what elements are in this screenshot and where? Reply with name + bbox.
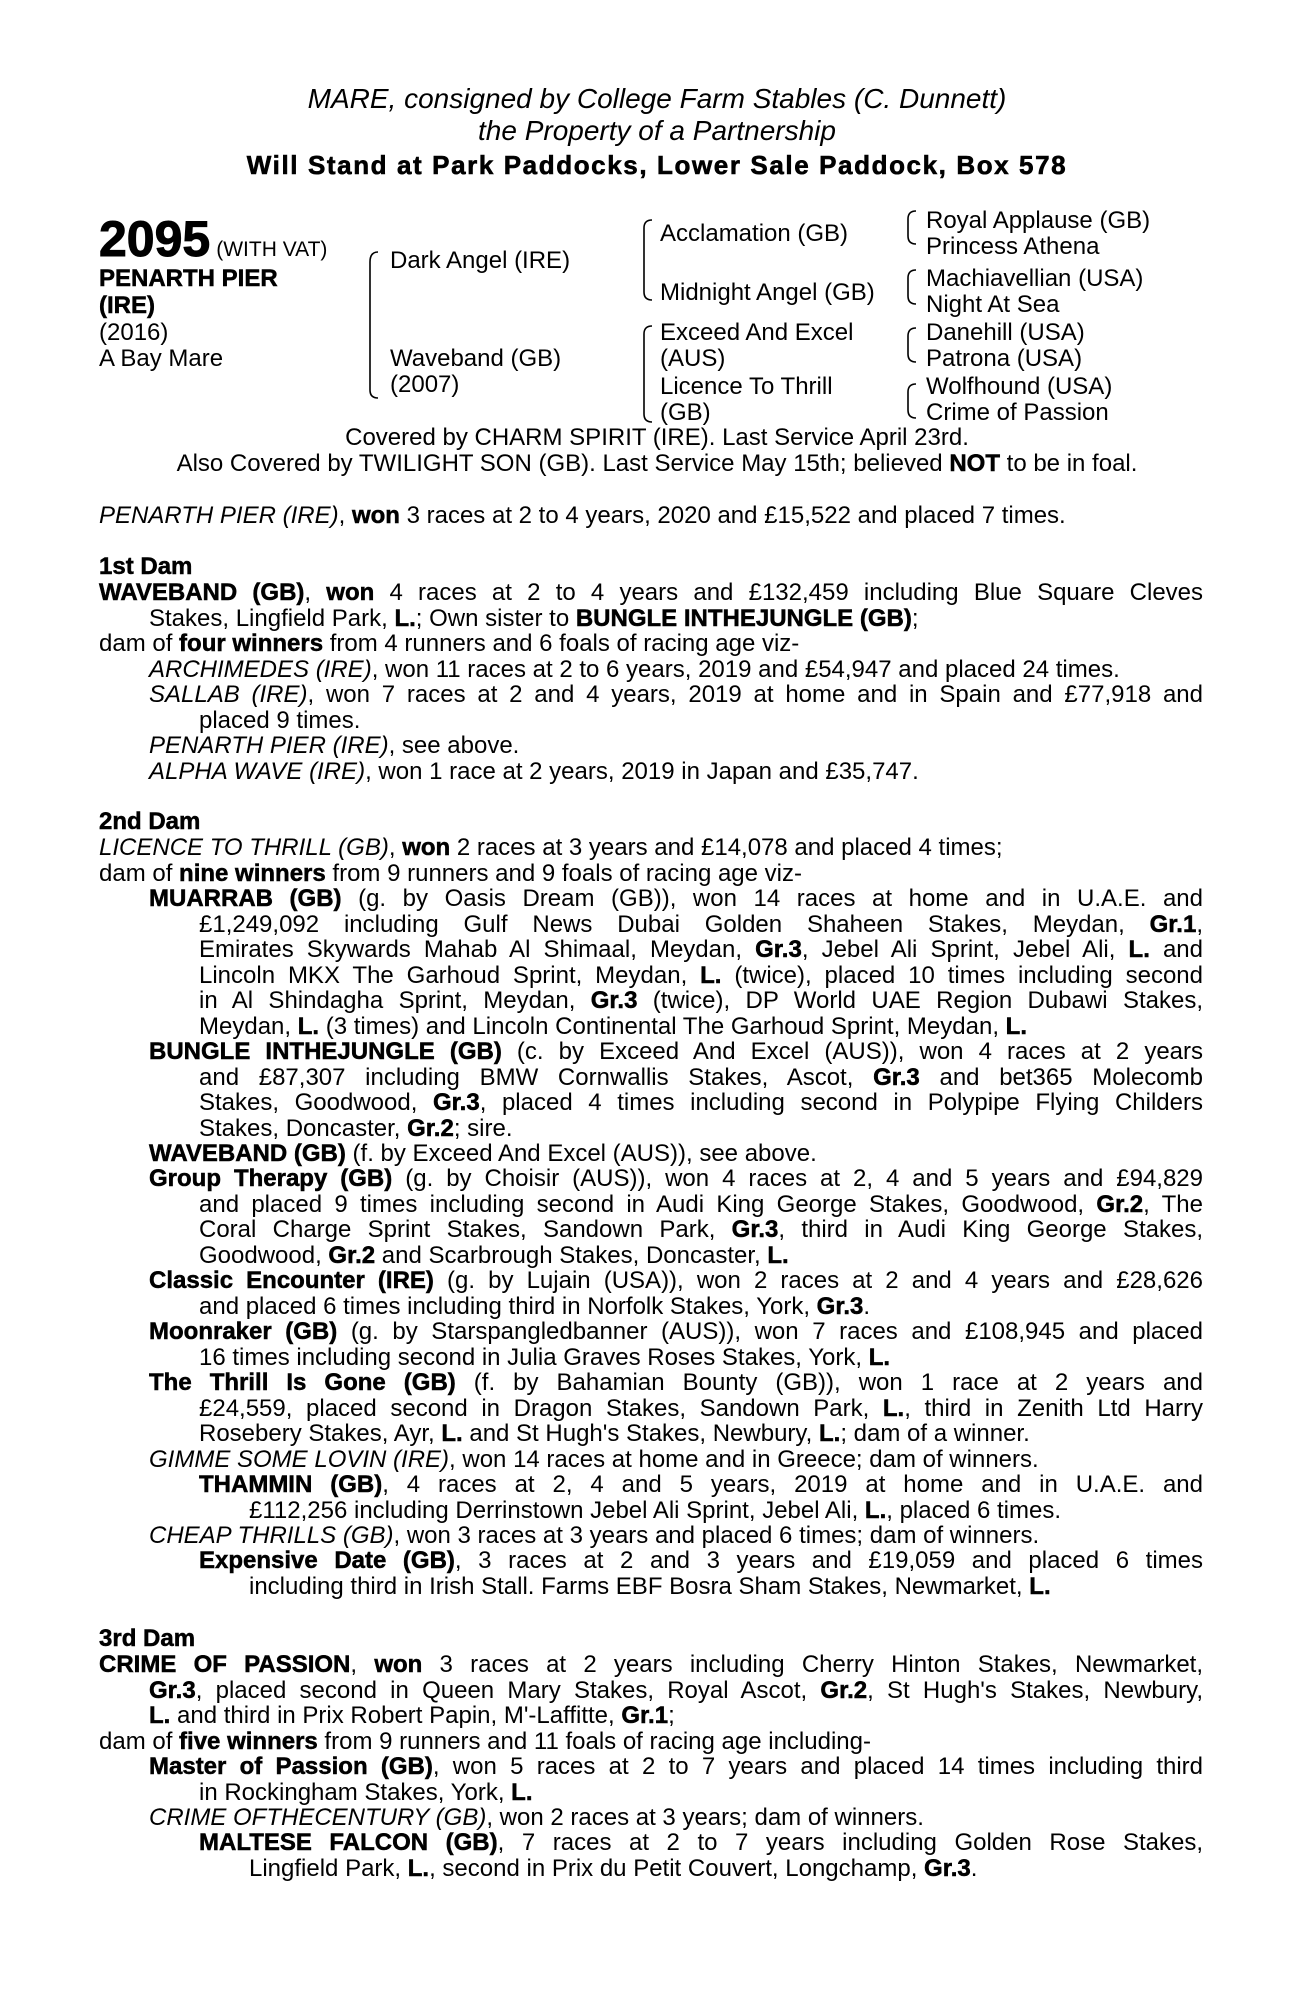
pedigree-dam-dam-line2: (GB) — [660, 399, 711, 426]
dam3-block: CRIME OF PASSION, won 3 races at 2 years including Cherry Hinton Stakes, Newmarket, Gr.3, placed second in Queen Mary Stakes, Royal Ascot, Gr.2, St Hugh's Stakes, Newbury, L. and third in Prix Robert Papin, M'-Laffitte, Gr.1; dam of five winners from 9 runners and 11 foals of racing age including- — [99, 1651, 1203, 1755]
pedigree-ds-sire: Danehill (USA) — [926, 319, 1085, 346]
pedigree-sire: Dark Angel (IRE) — [390, 247, 571, 274]
dam2-group-therapy: Group Therapy (GB) (g. by Choisir (AUS)), won 4 races at 2, 4 and 5 years and £94,829 and placed 9 times including second in Audi King George Stakes, Goodwood, Gr.2, The Coral Charge Sprint Stakes, Sandown Park, Gr.3, third in Audi King George Stakes, Goodwood, Gr.2 and Scarbrough Stakes, Doncaster, L. — [149, 1165, 1204, 1269]
pedigree-dam: Waveband (GB) — [390, 345, 562, 372]
summary-record: 3 races at 2 to 4 years, 2020 and £15,522 and placed 7 times. — [399, 502, 1066, 529]
dam3-master-of-passion: Master of Passion (GB), won 5 races at 2 to 7 years and placed 14 times including third in Rockingham Stakes, York, L. — [149, 1753, 1204, 1806]
brace-sire — [644, 220, 652, 300]
pedigree-dam-dam-line1: Licence To Thrill — [660, 373, 833, 400]
horse-description: A Bay Mare — [99, 345, 224, 372]
covered-not: NOT — [949, 450, 1000, 477]
dam2-classic-encounter: Classic Encounter (IRE) (g. by Lujain (USA)), won 2 races at 2 and 4 years and £28,626 and placed 6 times including third in Norfolk Stakes, York, Gr.3. — [149, 1267, 1203, 1320]
header-consignor: MARE, consigned by College Farm Stables (C. Dunnett) — [307, 83, 1007, 114]
dam2-thammin: THAMMIN (GB), 4 races at 2, 4 and 5 years, 2019 at home and in U.A.E. and £112,256 including Derrinstown Jebel Ali Sprint, Jebel Ali, L., placed 6 times. — [199, 1471, 1203, 1524]
pedigree-dam-sire-line1: Exceed And Excel — [660, 319, 854, 346]
brace-sd — [908, 270, 916, 304]
dam2-cheap-thrills: CHEAP THRILLS (GB), won 3 races at 3 years and placed 6 times; dam of winners. — [149, 1522, 1040, 1549]
dam1-progeny-2: SALLAB (IRE), won 7 races at 2 and 4 years, 2019 at home and in Spain and £77,918 and placed 9 times. — [149, 681, 1203, 734]
horse-year: (2016) — [99, 319, 169, 346]
horse-name-line2: (IRE) — [99, 292, 155, 319]
pedigree-ds-dam: Patrona (USA) — [926, 345, 1083, 372]
pedigree-dam-year: (2007) — [390, 371, 460, 398]
summary-sep: , — [338, 502, 352, 529]
summary-line — [99, 503, 1066, 529]
pedigree-sd-sire: Machiavellian (USA) — [926, 265, 1144, 292]
brace-ss — [908, 211, 916, 244]
brace-dam — [644, 326, 652, 422]
dam3-crime-ofthecentury: CRIME OFTHECENTURY (GB), won 2 races at 3 years; dam of winners. — [149, 1804, 924, 1831]
pedigree-dd-sire: Wolfhound (USA) — [926, 373, 1113, 400]
brace-dd — [908, 384, 916, 418]
dam2-bungle: BUNGLE INTHEJUNGLE (GB) (c. by Exceed And Excel (AUS)), won 4 races at 2 years and £87,307 including BMW Cornwallis Stakes, Ascot, Gr.3 and bet365 Molecomb Stakes, Goodwood, Gr.3, placed 4 times including second in Polypipe Flying Childers Stakes, Doncaster, Gr.2; sire. — [149, 1038, 1204, 1142]
dam1-heading: 1st Dam — [99, 553, 193, 580]
dam3-maltese-falcon: MALTESE FALCON (GB), 7 races at 2 to 7 years including Golden Rose Stakes, Lingfield Park, L., second in Prix du Petit Couvert, Longchamp, Gr.3. — [199, 1829, 1204, 1882]
header-location: Will Stand at Park Paddocks, Lower Sale Paddock, Box 578 — [246, 150, 1068, 180]
pedigree-sd-dam: Night At Sea — [926, 291, 1060, 318]
pedigree-dd-dam: Crime of Passion — [926, 399, 1109, 426]
covered-line2 — [0, 451, 1314, 477]
covered-line1: Covered by CHARM SPIRIT (IRE). Last Service April 23rd. — [345, 424, 969, 451]
horse-name-line1: PENARTH PIER — [99, 265, 278, 292]
lot-number: 2095 — [99, 211, 211, 267]
pedigree-dam-sire-line2: (AUS) — [660, 345, 726, 372]
pedigree-ss-sire: Royal Applause (GB) — [926, 207, 1151, 234]
dam1-progeny-3: PENARTH PIER (IRE), see above. — [149, 732, 520, 759]
dam2-moonraker: Moonraker (GB) (g. by Starspangledbanner (AUS)), won 7 races and £108,945 and placed 16 times including second in Julia Graves Roses Stakes, York, L. — [149, 1318, 1203, 1371]
dam2-gimme-some-lovin: GIMME SOME LOVIN (IRE), won 14 races at home and in Greece; dam of winners. — [149, 1446, 1039, 1473]
dam3-heading: 3rd Dam — [99, 1625, 196, 1652]
covered-text: Also Covered by TWILIGHT SON (GB). Last Service May 15th; believed — [176, 450, 950, 477]
summary-won: won — [351, 502, 400, 529]
brace-ds — [908, 328, 916, 362]
dam1-block: WAVEBAND (GB), won 4 races at 2 to 4 years and £132,459 including Blue Square Cleves Stakes, Lingfield Park, L.; Own sister to BUNGLE INTHEJUNGLE (GB); dam of four winners from 4 runners and 6 foals of racing age viz- — [99, 579, 1204, 657]
brace-main — [370, 252, 378, 398]
pedigree-sire-dam: Midnight Angel (GB) — [660, 279, 875, 306]
dam1-progeny-4: ALPHA WAVE (IRE), won 1 race at 2 years, 2019 in Japan and £35,747. — [149, 758, 919, 785]
lot-vat: (WITH VAT) — [216, 238, 328, 261]
dam2-waveband: WAVEBAND (GB) (f. by Exceed And Excel (AUS)), see above. — [149, 1140, 817, 1167]
dam2-expensive-date: Expensive Date (GB), 3 races at 2 and 3 years and £19,059 and placed 6 times including third in Irish Stall. Farms EBF Bosra Sham Stakes, Newmarket, L. — [199, 1547, 1203, 1600]
dam2-thrill-is-gone: The Thrill Is Gone (GB) (f. by Bahamian Bounty (GB)), won 1 race at 2 years and £24,559, placed second in Dragon Stakes, Sandown Park, L., third in Zenith Ltd Harry Rosebery Stakes, Ayr, L. and St Hugh's Stakes, Newbury, L.; dam of a winner. — [149, 1369, 1203, 1447]
summary-horse: PENARTH PIER (IRE) — [99, 502, 339, 529]
pedigree-sire-sire: Acclamation (GB) — [660, 220, 849, 247]
dam1-progeny-1: ARCHIMEDES (IRE), won 11 races at 2 to 6 years, 2019 and £54,947 and placed 24 times. — [149, 656, 1120, 683]
dam2-line2: dam of nine winners from 9 runners and 9 foals of racing age viz- — [99, 860, 802, 887]
covered-text-end: to be in foal. — [999, 450, 1138, 477]
dam2-heading: 2nd Dam — [99, 808, 201, 835]
dam2-line1: LICENCE TO THRILL (GB), won 2 races at 3 years and £14,078 and placed 4 times; — [99, 834, 1003, 861]
dam2-muarrab: MUARRAB (GB) (g. by Oasis Dream (GB)), won 14 races at home and in U.A.E. and £1,249,092 including Gulf News Dubai Golden Shaheen Stakes, Meydan, Gr.1, Emirates Skywards Mahab Al Shimaal, Meydan, Gr.3, Jebel Ali Sprint, Jebel Ali, L. and Lincoln MKX The Garhoud Sprint, Meydan, L. (twice), placed 10 times including second in Al Shindagha Sprint, Meydan, Gr.3 (twice), DP World UAE Region Dubawi Stakes, Meydan, L. (3 times) and Lincoln Continental The Garhoud Sprint, Meydan, L. — [149, 885, 1203, 1040]
pedigree-ss-dam: Princess Athena — [926, 233, 1100, 260]
header-property: the Property of a Partnership — [478, 115, 836, 146]
